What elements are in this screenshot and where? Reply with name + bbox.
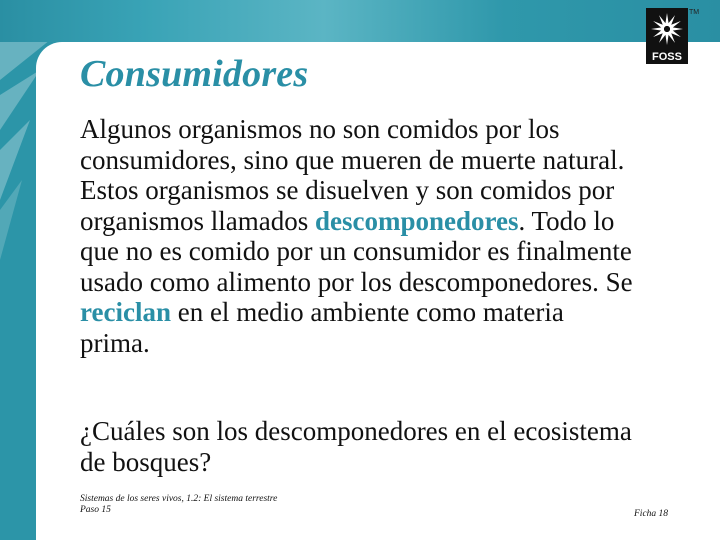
trademark-mark: TM [689, 9, 700, 16]
highlight-descomponedores: descomponedores [314, 205, 519, 236]
footer-card-label: Ficha 18 [634, 509, 669, 519]
header-band [0, 0, 720, 42]
paragraph-part-2: . Todo lo que no es comido por un consumidor es finalmente usado como alimento por los descomponedores. Se [80, 205, 633, 297]
highlight-reciclan: reciclan [80, 297, 171, 327]
paragraph-part-3: en el medio ambiente como materia prima. [80, 297, 564, 358]
footer-source [80, 494, 277, 516]
body-paragraph [80, 114, 640, 358]
paragraph-part-1: Algunos organismos no son comidos por los consumidores, sino que mueren de muerte natural. Estos organismos se disuelven y son comidos por organismos llamados [80, 114, 625, 236]
question-text: ¿Cuáles son los descomponedores en el ecosistema de bosques? [80, 416, 632, 477]
footer-line-1: Sistemas de los seres vivos, 1.2: El sistema terrestre [80, 494, 278, 504]
footer-line-2: Paso 15 [80, 505, 111, 515]
foss-logo-icon [646, 8, 688, 64]
logo-text: FOSS [652, 51, 682, 63]
slide-title: Consumidores [80, 53, 309, 95]
